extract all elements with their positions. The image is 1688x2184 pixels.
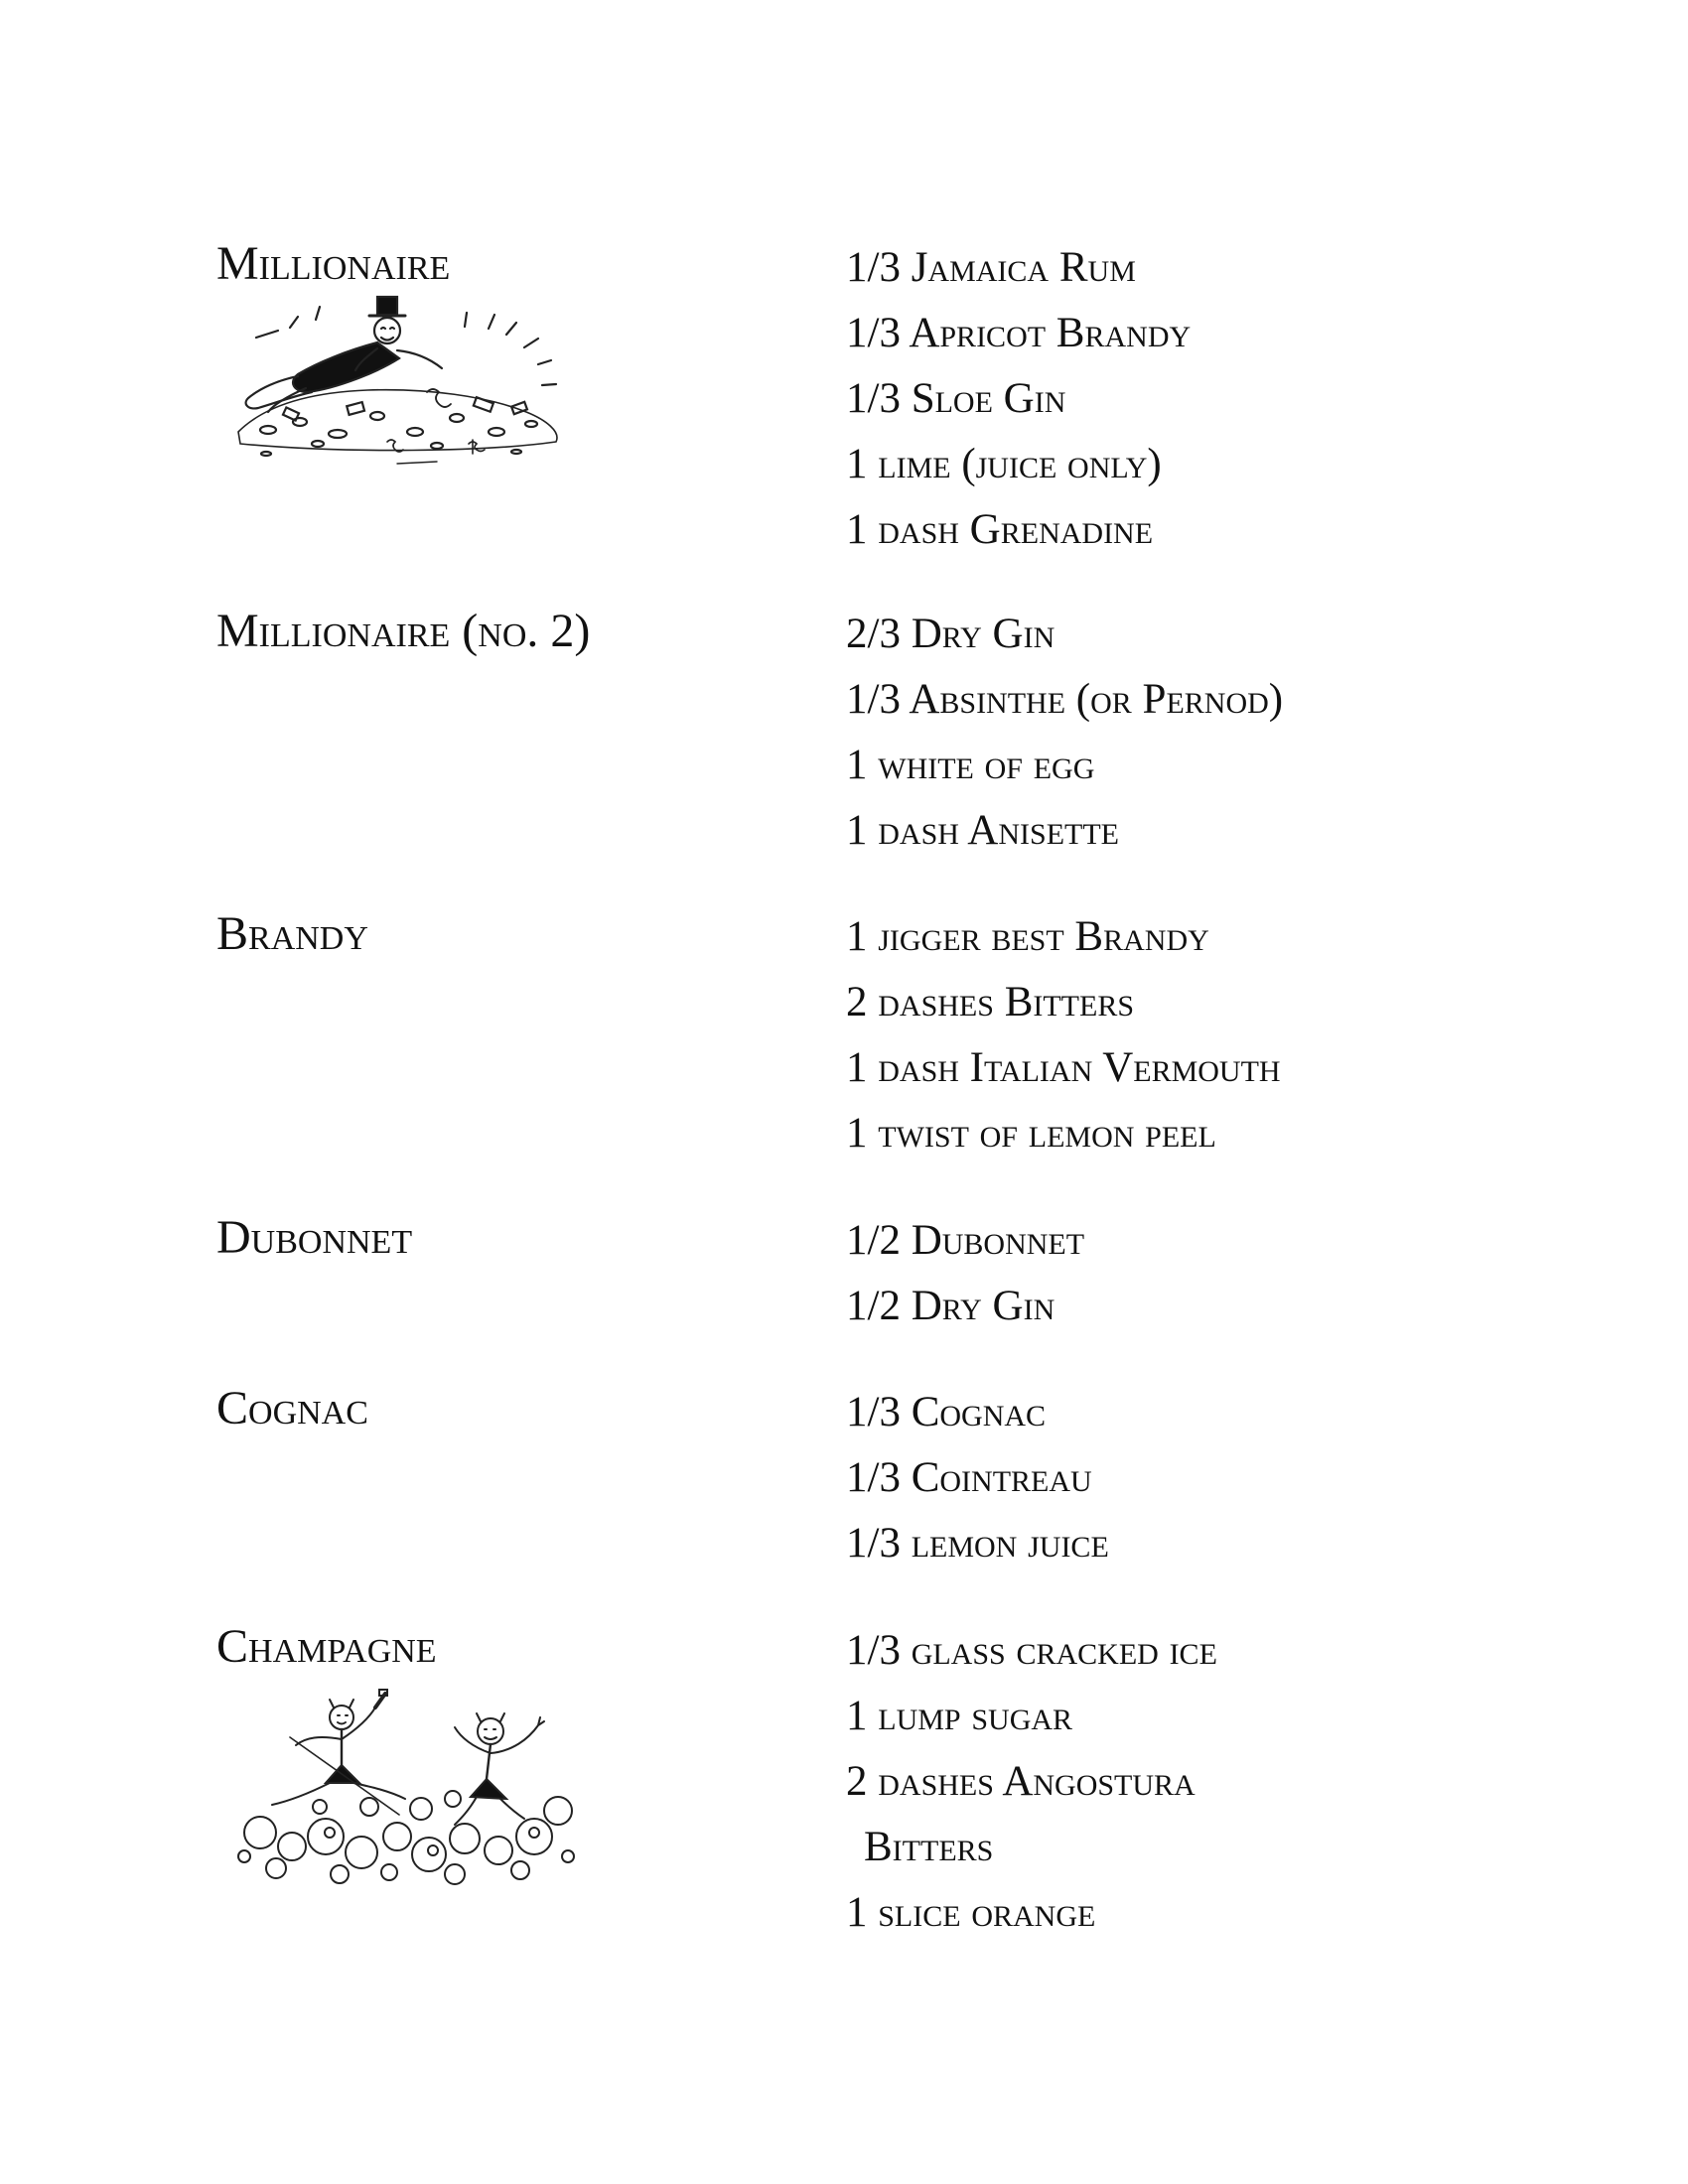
ingredient: 1 jigger best Brandy <box>846 913 1209 960</box>
ingredient: 1 lime (juice only) <box>846 441 1162 487</box>
ingredient: 2 dashes Bitters <box>846 979 1135 1025</box>
ingredient: 1/2 Dry Gin <box>846 1283 1055 1329</box>
ingredient: 1/3 Sloe Gin <box>846 375 1066 422</box>
ingredient: 1/3 Jamaica Rum <box>846 244 1136 291</box>
ingredient-list-champagne <box>846 1629 1217 1957</box>
recipe-name-brandy: Brandy <box>216 907 368 960</box>
ingredient: Bitters <box>864 1824 994 1870</box>
recipe-name-dubonnet: Dubonnet <box>216 1211 413 1264</box>
ingredient: 1 dash Anisette <box>846 807 1120 854</box>
ingredient: 1/3 Absinthe (or Pernod) <box>846 676 1284 723</box>
ingredient-list-millionaire <box>846 246 1191 574</box>
dancing-figures-with-bubbles-icon <box>230 1688 578 1891</box>
ingredient: 1 dash Grenadine <box>846 506 1154 553</box>
ingredient-list-dubonnet <box>846 1219 1084 1350</box>
ingredient-list-cognac <box>846 1391 1109 1587</box>
man-in-top-hat-on-pile-of-money-icon <box>228 293 571 467</box>
ingredient-list-millionaire-no-2 <box>846 613 1283 875</box>
ingredient: 1 twist of lemon peel <box>846 1110 1216 1157</box>
ingredient: 1/3 Cognac <box>846 1389 1047 1435</box>
recipe-name-cognac: Cognac <box>216 1382 368 1434</box>
ingredient: 1/3 lemon juice <box>846 1520 1109 1567</box>
recipe-name-millionaire: Millionaire <box>216 237 451 290</box>
ingredient: 2/3 Dry Gin <box>846 611 1055 657</box>
ingredient: 1/2 Dubonnet <box>846 1217 1085 1264</box>
ingredient: 1 dash Italian Vermouth <box>846 1044 1281 1091</box>
ingredient: 1 lump sugar <box>846 1693 1073 1739</box>
ingredient: 1/3 glass cracked ice <box>846 1627 1217 1674</box>
recipe-name-champagne: Champagne <box>216 1620 437 1673</box>
ingredient: 1 slice orange <box>846 1889 1096 1936</box>
ingredient: 1/3 Cointreau <box>846 1454 1092 1501</box>
ingredient: 1/3 Apricot Brandy <box>846 310 1192 356</box>
recipe-name-millionaire-no-2: Millionaire (no. 2) <box>216 605 591 657</box>
ingredient: 1 white of egg <box>846 742 1095 788</box>
ingredient-list-brandy <box>846 915 1281 1177</box>
ingredient: 2 dashes Angostura <box>846 1758 1196 1805</box>
